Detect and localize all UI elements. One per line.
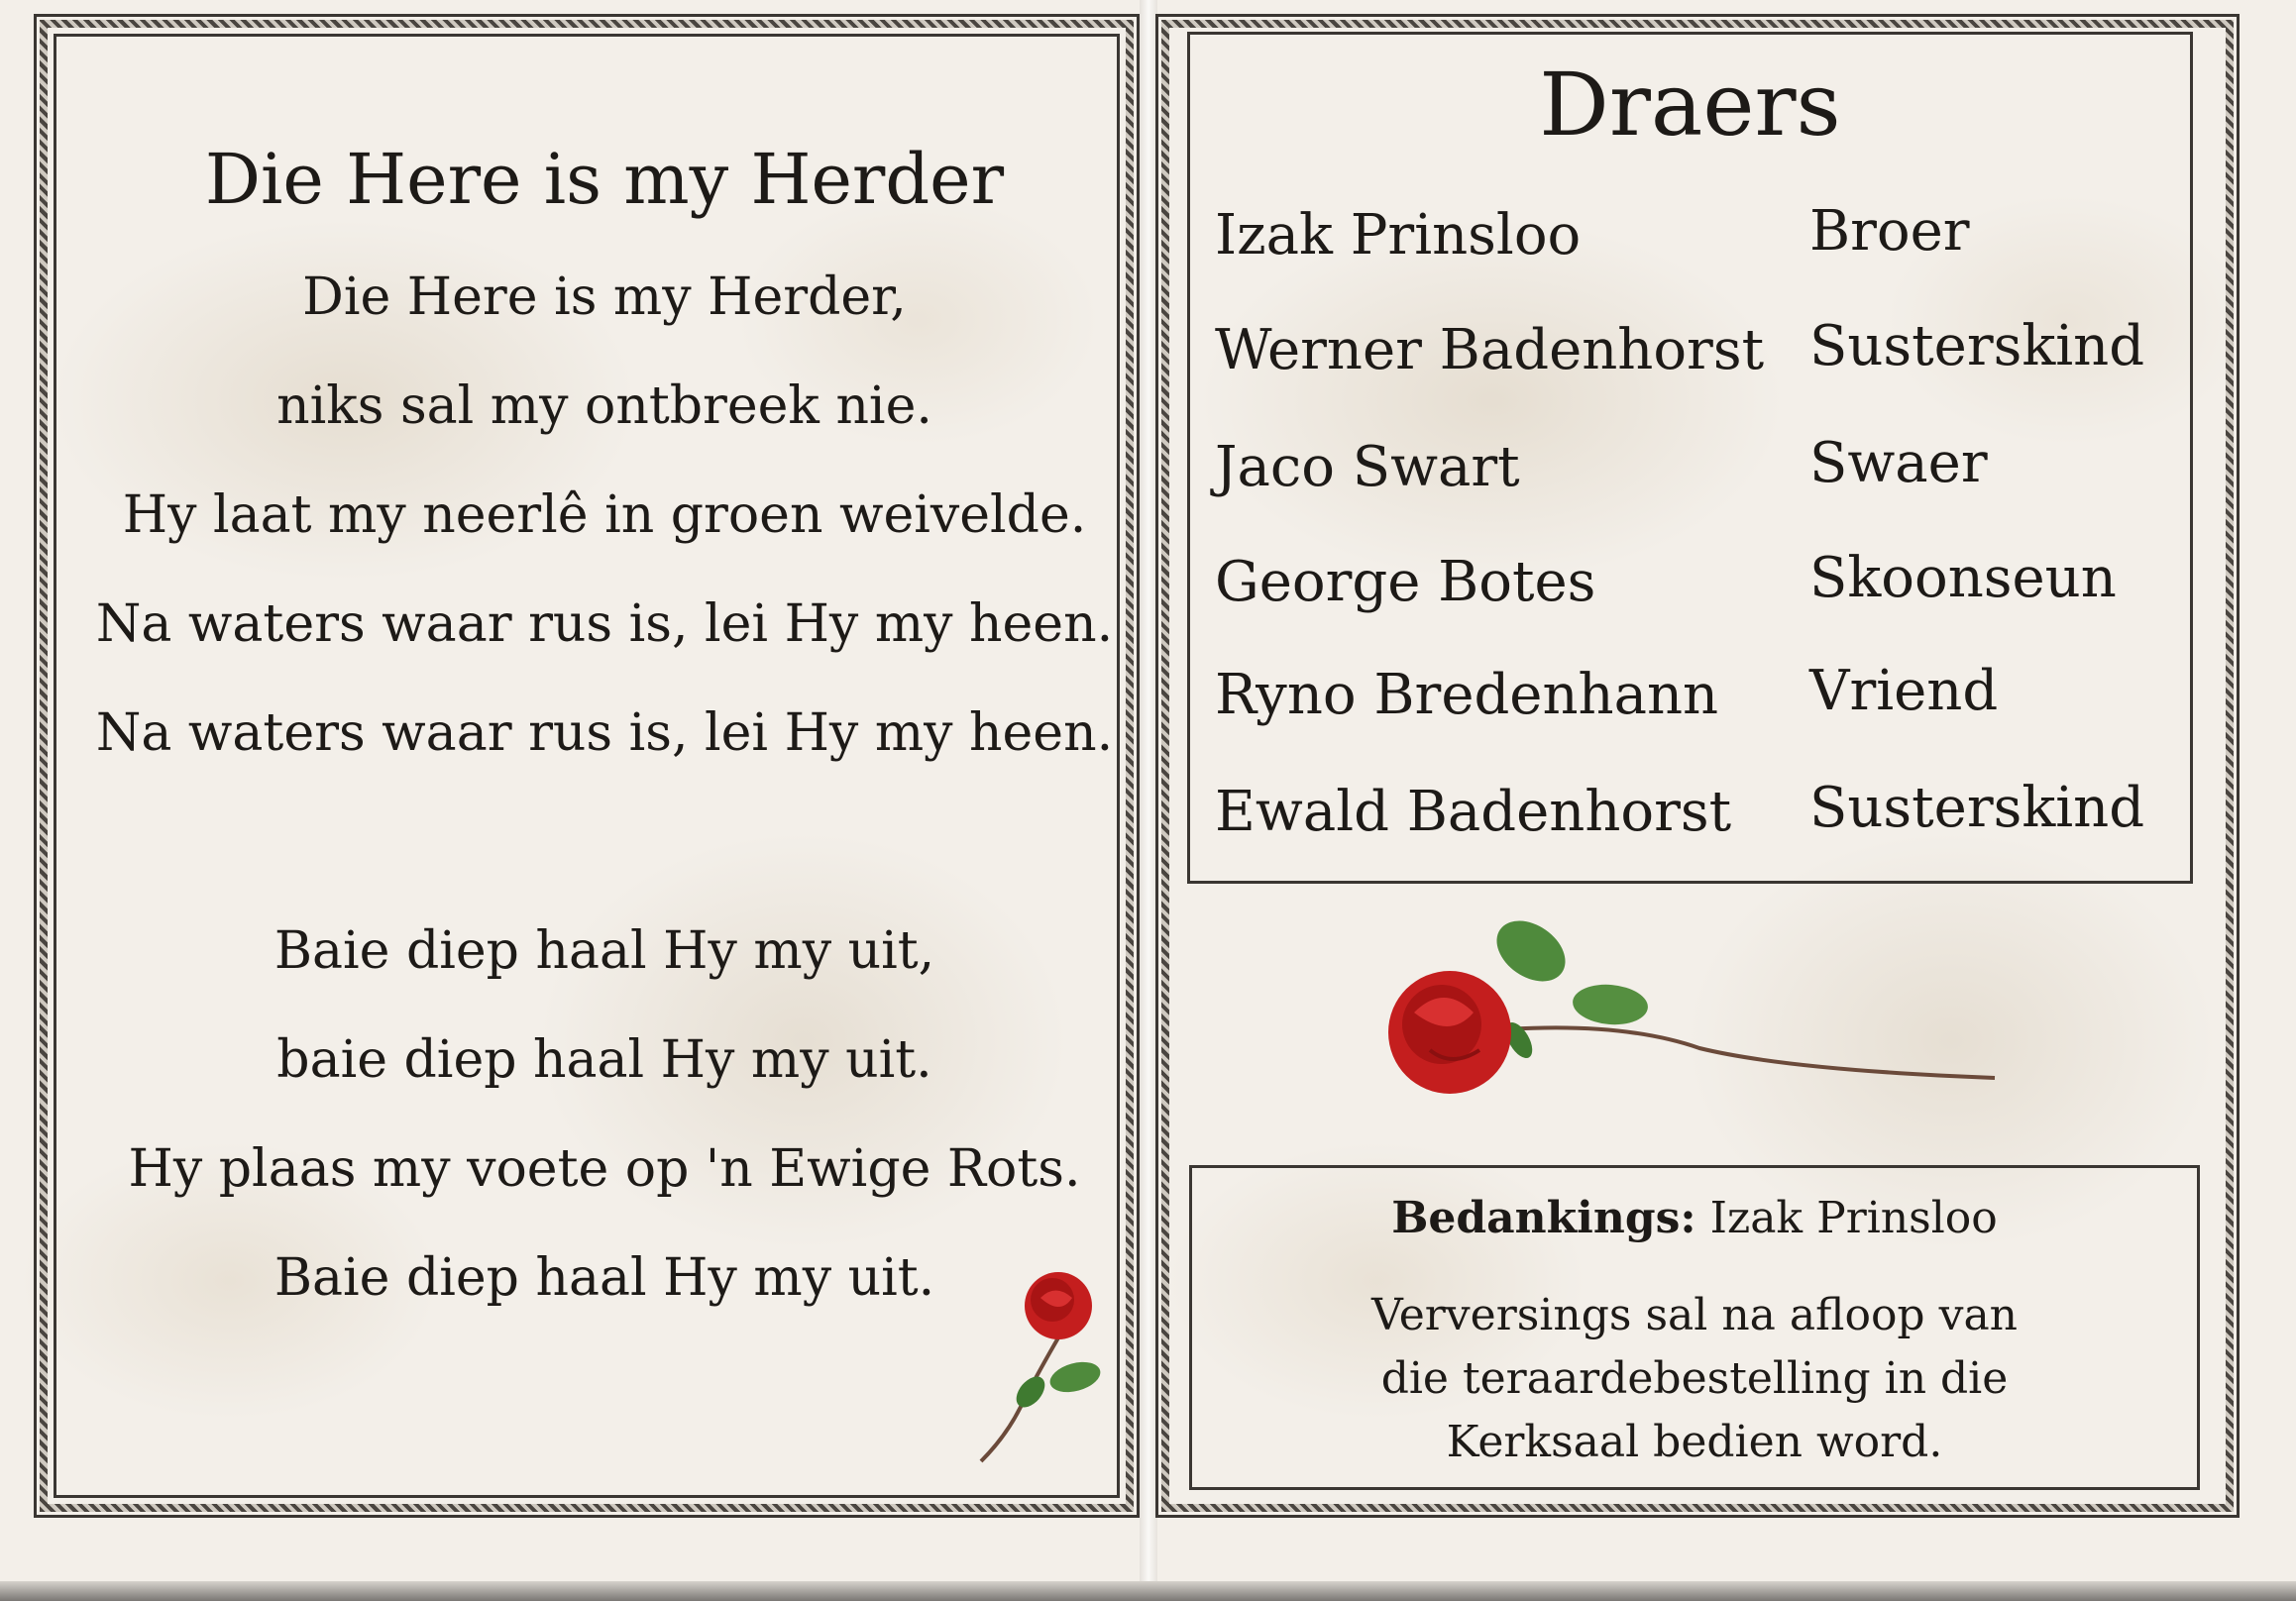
psalm-line: Hy laat my neerlê in groen weivelde. [122, 485, 1087, 545]
thanks-heading [1189, 1193, 2200, 1243]
psalm-line: Baie diep haal Hy my uit, [273, 921, 935, 981]
psalm-line: Die Here is my Herder, [302, 267, 907, 327]
psalm-line: baie diep haal Hy my uit. [276, 1030, 932, 1090]
pallbearer-relation: Skoonseun [1809, 546, 2117, 610]
scan-edge [0, 1581, 2296, 1601]
pallbearer-name: Ewald Badenhorst [1215, 780, 1732, 844]
pallbearer-name: Ryno Bredenhann [1215, 663, 1719, 727]
psalm-line: Na waters waar rus is, lei Hy my heen. [95, 703, 1114, 763]
large-rose-icon [1372, 902, 2007, 1120]
pallbearer-relation: Susterskind [1809, 776, 2145, 840]
pallbearer-name: Jaco Swart [1215, 435, 1520, 499]
pallbearer-relation: Swaer [1809, 431, 1988, 495]
thanks-label: Bedankings: [1391, 1193, 1696, 1243]
pallbearers-title: Draers [1539, 53, 1841, 156]
pallbearer-name: Izak Prinsloo [1215, 203, 1582, 267]
psalm-line: Hy plaas my voete op 'n Ewige Rots. [128, 1139, 1081, 1199]
pallbearer-relation: Susterskind [1809, 314, 2145, 378]
thanks-line: Verversings sal na afloop van [1370, 1290, 2019, 1340]
small-rose-icon [961, 1258, 1110, 1466]
psalm-line: Baie diep haal Hy my uit. [273, 1248, 935, 1308]
thanks-name: Izak Prinsloo [1709, 1193, 1998, 1243]
thanks-line: Kerksaal bedien word. [1446, 1417, 1943, 1467]
thanks-line: die teraardebestelling in die [1380, 1353, 2009, 1404]
psalm-line: Na waters waar rus is, lei Hy my heen. [95, 594, 1114, 654]
psalm-line: niks sal my ontbreek nie. [276, 376, 932, 436]
pallbearer-relation: Vriend [1809, 659, 1999, 723]
pallbearer-name: Werner Badenhorst [1215, 318, 1765, 382]
psalm-title: Die Here is my Herder [204, 139, 1005, 220]
pallbearer-relation: Broer [1809, 199, 1970, 264]
pallbearer-name: George Botes [1215, 550, 1596, 614]
